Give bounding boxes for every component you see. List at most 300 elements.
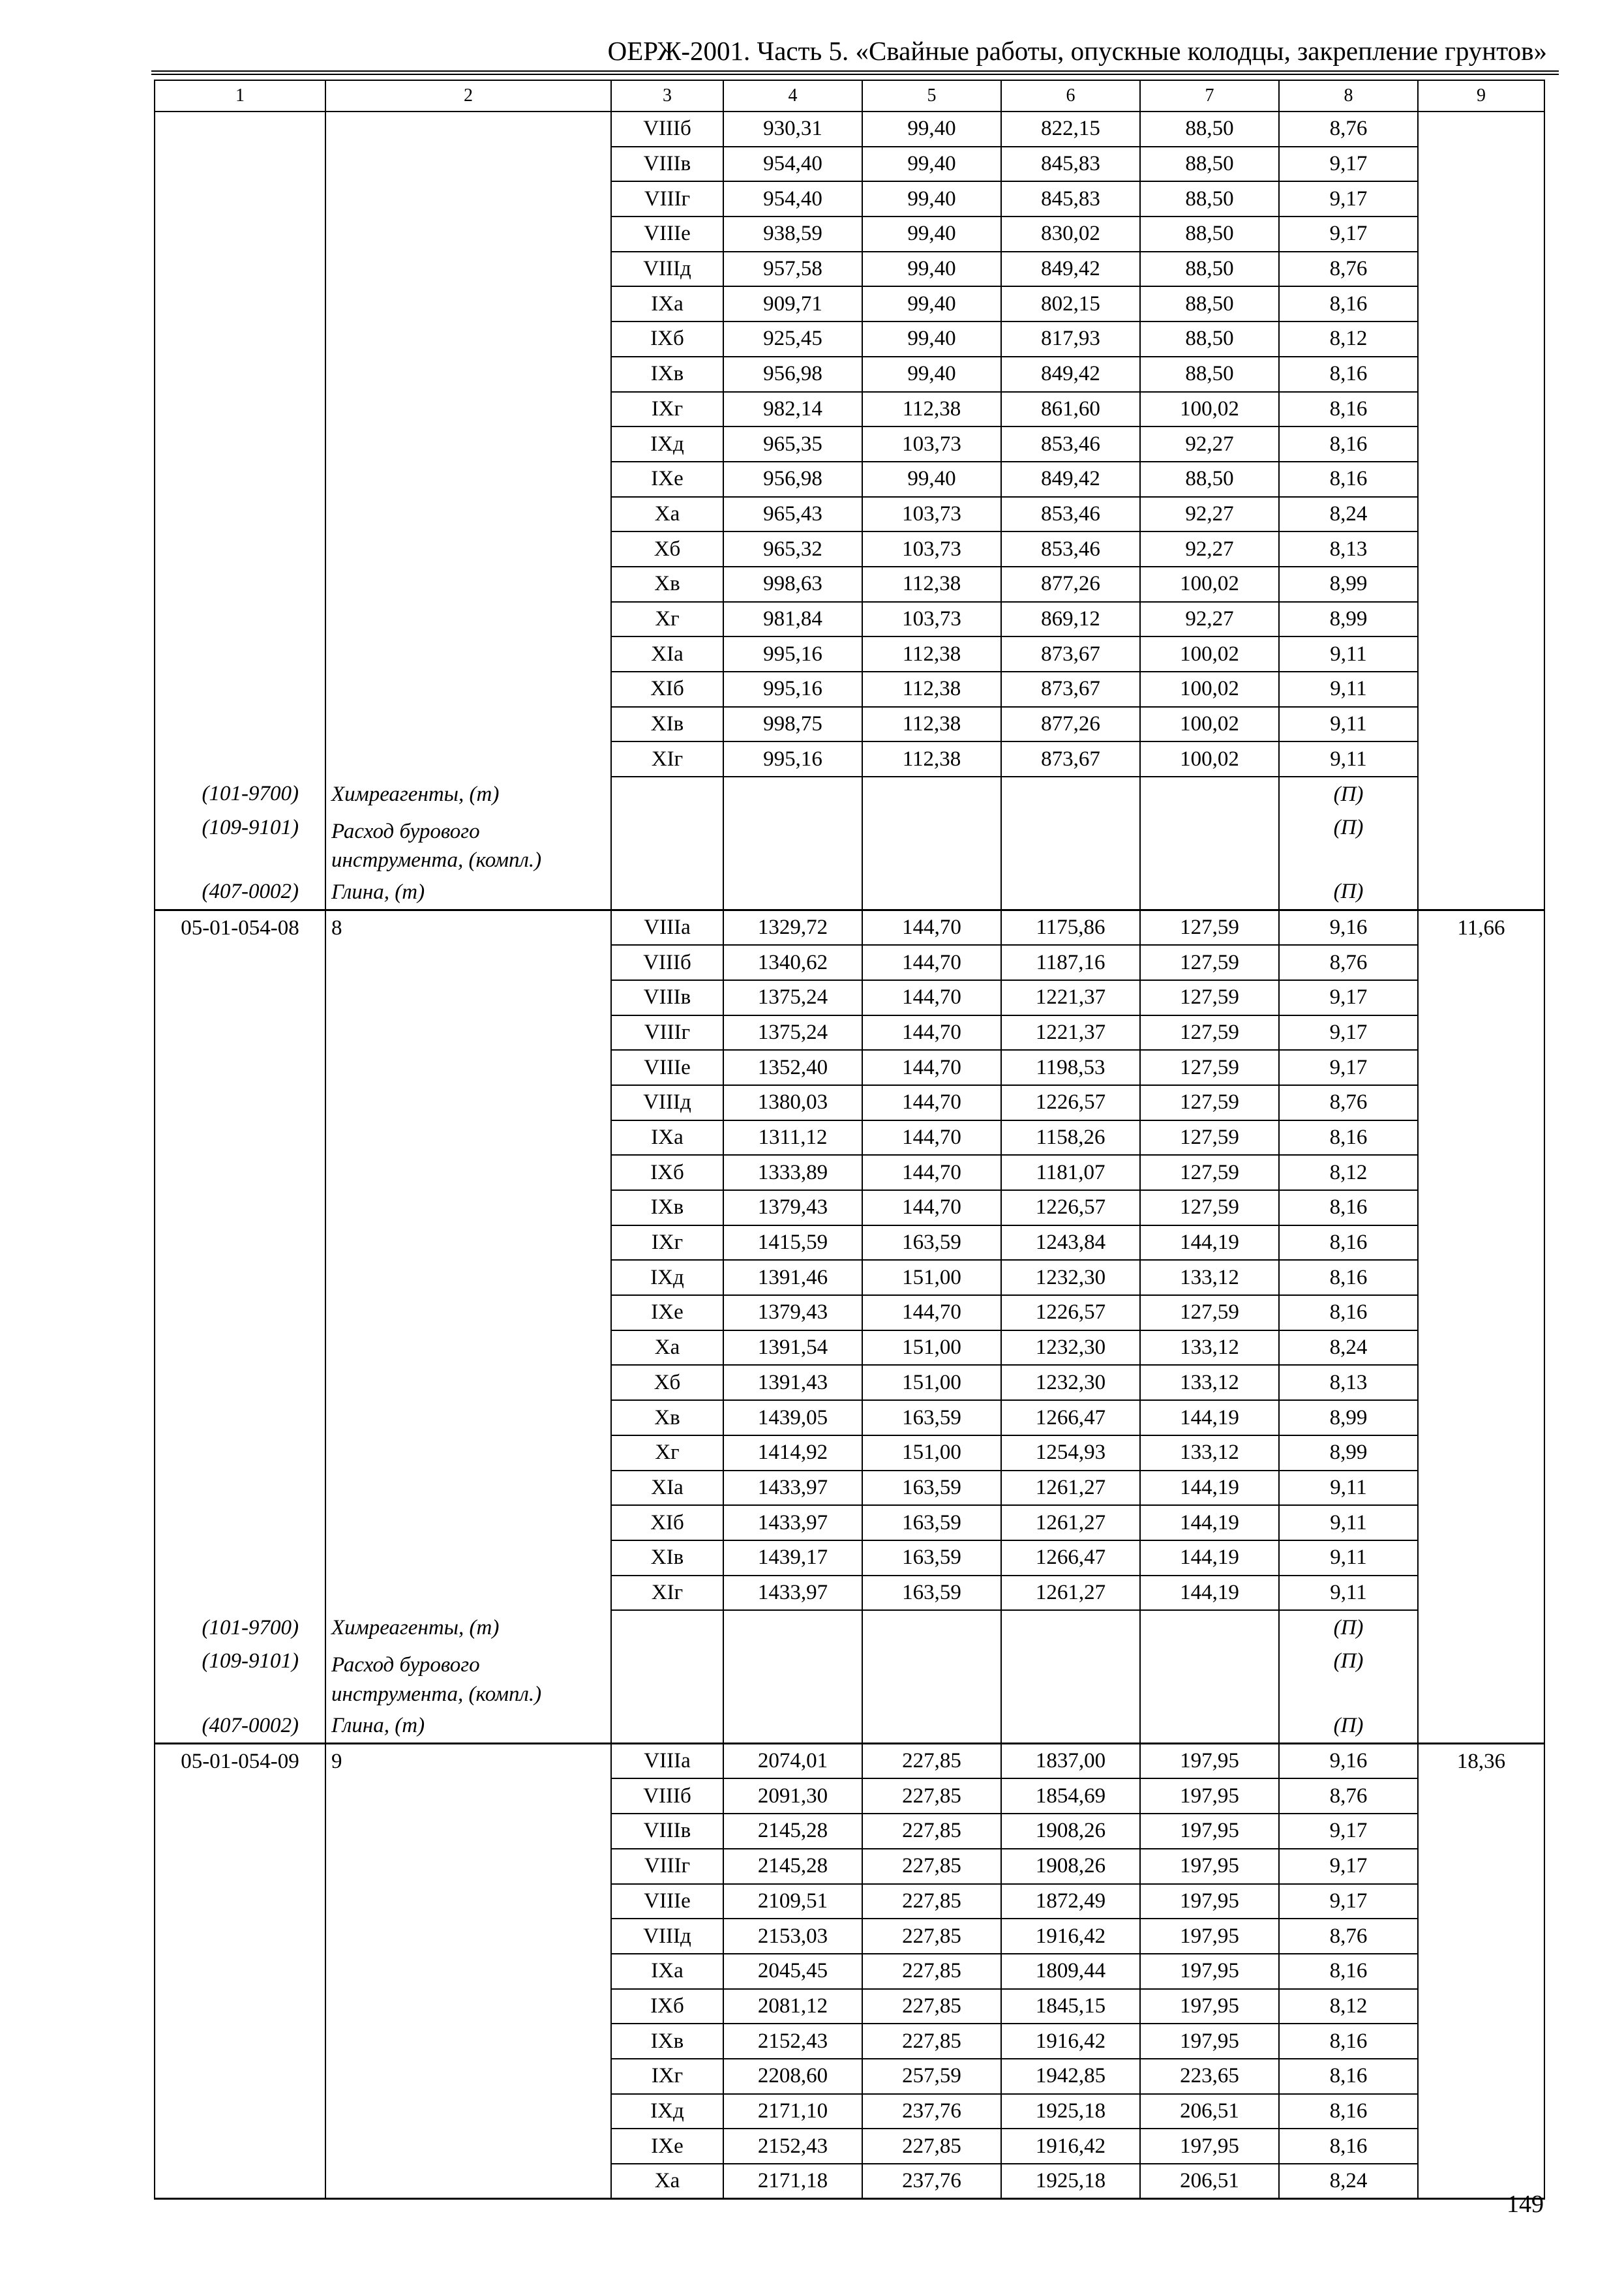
value-cell: 8,16 bbox=[1279, 1225, 1418, 1261]
value-cell: 127,59 bbox=[1140, 945, 1279, 980]
column-9-cell bbox=[1418, 357, 1544, 392]
empty-cell bbox=[862, 1709, 1001, 1744]
table-row bbox=[155, 1120, 1544, 1156]
empty-cell bbox=[862, 777, 1001, 812]
material-name-cell: Расход бурового инструмента, (компл.) bbox=[325, 812, 611, 875]
rate-code-cell bbox=[155, 112, 325, 147]
value-cell: 930,31 bbox=[723, 112, 862, 147]
rate-code-cell bbox=[155, 707, 325, 742]
value-cell: 9,17 bbox=[1279, 217, 1418, 252]
material-code-cell: (109-9101) bbox=[155, 1645, 325, 1709]
empty-cell bbox=[1001, 1645, 1140, 1709]
value-cell: 1414,92 bbox=[723, 1435, 862, 1471]
value-cell: 151,00 bbox=[862, 1260, 1001, 1295]
rate-name-cell bbox=[325, 1015, 611, 1051]
value-cell: 197,95 bbox=[1140, 1744, 1279, 1779]
value-cell: 849,42 bbox=[1001, 357, 1140, 392]
rate-name-cell bbox=[325, 181, 611, 217]
value-cell: 802,15 bbox=[1001, 286, 1140, 322]
rate-name-cell bbox=[325, 1225, 611, 1261]
value-cell: 163,59 bbox=[862, 1540, 1001, 1576]
rate-name-cell bbox=[325, 357, 611, 392]
value-cell: 1433,97 bbox=[723, 1505, 862, 1540]
value-cell: 88,50 bbox=[1140, 112, 1279, 147]
value-cell: 163,59 bbox=[862, 1225, 1001, 1261]
value-cell: 133,12 bbox=[1140, 1365, 1279, 1400]
table-row bbox=[155, 2129, 1544, 2164]
rate-code-cell bbox=[155, 2024, 325, 2059]
soil-group-cell: IXд bbox=[611, 1260, 723, 1295]
value-cell: 830,02 bbox=[1001, 217, 1140, 252]
column-number-row bbox=[155, 80, 1544, 112]
column-9-cell bbox=[1418, 1540, 1544, 1576]
value-cell: 817,93 bbox=[1001, 322, 1140, 357]
value-cell: 227,85 bbox=[862, 1954, 1001, 1989]
material-row bbox=[155, 777, 1544, 812]
rate-name-cell bbox=[325, 1471, 611, 1506]
value-cell: 1391,54 bbox=[723, 1330, 862, 1366]
value-cell: 1439,05 bbox=[723, 1400, 862, 1435]
material-code-cell: (109-9101) bbox=[155, 812, 325, 875]
column-number: 8 bbox=[1279, 80, 1418, 112]
value-cell: 8,76 bbox=[1279, 1778, 1418, 1814]
soil-group-cell: XIг bbox=[611, 741, 723, 777]
rate-code-cell bbox=[155, 2164, 325, 2199]
value-cell: 88,50 bbox=[1140, 322, 1279, 357]
material-name-cell: Расход бурового инструмента, (компл.) bbox=[325, 1645, 611, 1709]
value-cell: 1916,42 bbox=[1001, 2024, 1140, 2059]
empty-cell bbox=[723, 875, 862, 910]
value-cell: 1158,26 bbox=[1001, 1120, 1140, 1156]
value-cell: 197,95 bbox=[1140, 2129, 1279, 2164]
rate-code-cell bbox=[155, 322, 325, 357]
value-cell: 8,16 bbox=[1279, 426, 1418, 462]
table-row bbox=[155, 112, 1544, 147]
rate-name-cell: 8 bbox=[325, 910, 611, 946]
material-name-cell: Химреагенты, (т) bbox=[325, 1610, 611, 1645]
table-row bbox=[155, 1576, 1544, 1611]
table-row bbox=[155, 980, 1544, 1015]
soil-group-cell: IXа bbox=[611, 286, 723, 322]
column-9-cell bbox=[1418, 2129, 1544, 2164]
column-number: 9 bbox=[1418, 80, 1544, 112]
column-9-cell bbox=[1418, 112, 1544, 147]
column-9-cell bbox=[1418, 1365, 1544, 1400]
rate-code-cell bbox=[155, 636, 325, 672]
rate-code-cell bbox=[155, 1849, 325, 1884]
value-cell: 151,00 bbox=[862, 1365, 1001, 1400]
soil-group-cell: VIIIг bbox=[611, 1849, 723, 1884]
column-9-cell bbox=[1418, 1050, 1544, 1085]
table-row bbox=[155, 1919, 1544, 1954]
value-cell: 9,16 bbox=[1279, 910, 1418, 946]
value-cell: 956,98 bbox=[723, 357, 862, 392]
empty-cell bbox=[611, 777, 723, 812]
material-name-cell: Глина, (т) bbox=[325, 1709, 611, 1744]
value-cell: 100,02 bbox=[1140, 636, 1279, 672]
column-9-cell bbox=[1418, 2059, 1544, 2094]
table-row bbox=[155, 1989, 1544, 2024]
column-9-cell bbox=[1418, 2094, 1544, 2129]
rate-code-cell bbox=[155, 2059, 325, 2094]
value-cell: 1916,42 bbox=[1001, 1919, 1140, 1954]
value-cell: 1908,26 bbox=[1001, 1814, 1140, 1849]
rate-name-cell bbox=[325, 2094, 611, 2129]
rate-name-cell bbox=[325, 1120, 611, 1156]
value-cell: 9,17 bbox=[1279, 1884, 1418, 1919]
soil-group-cell: VIIIе bbox=[611, 1884, 723, 1919]
soil-group-cell: VIIIв bbox=[611, 980, 723, 1015]
value-cell: 103,73 bbox=[862, 497, 1001, 532]
value-cell: 144,19 bbox=[1140, 1505, 1279, 1540]
value-cell: 9,16 bbox=[1279, 1744, 1418, 1779]
empty-cell bbox=[1418, 812, 1544, 875]
material-col8-cell: (П) bbox=[1279, 1709, 1418, 1744]
value-cell: 2081,12 bbox=[723, 1989, 862, 2024]
rate-code-cell bbox=[155, 1155, 325, 1190]
value-cell: 995,16 bbox=[723, 672, 862, 707]
material-code-cell: (101-9700) bbox=[155, 1610, 325, 1645]
value-cell: 1352,40 bbox=[723, 1050, 862, 1085]
value-cell: 197,95 bbox=[1140, 1884, 1279, 1919]
soil-group-cell: IXв bbox=[611, 2024, 723, 2059]
rate-code-cell bbox=[155, 1471, 325, 1506]
value-cell: 237,76 bbox=[862, 2094, 1001, 2129]
value-cell: 1232,30 bbox=[1001, 1330, 1140, 1366]
table-row bbox=[155, 1849, 1544, 1884]
table-row bbox=[155, 2024, 1544, 2059]
value-cell: 1379,43 bbox=[723, 1295, 862, 1330]
soil-group-cell: VIIIв bbox=[611, 147, 723, 182]
value-cell: 849,42 bbox=[1001, 252, 1140, 287]
table-row bbox=[155, 1954, 1544, 1989]
column-9-cell bbox=[1418, 741, 1544, 777]
soil-group-cell: IXг bbox=[611, 1225, 723, 1261]
value-cell: 144,70 bbox=[862, 980, 1001, 1015]
table-row bbox=[155, 181, 1544, 217]
value-cell: 227,85 bbox=[862, 1814, 1001, 1849]
table-row bbox=[155, 1225, 1544, 1261]
column-9-cell bbox=[1418, 531, 1544, 567]
value-cell: 957,58 bbox=[723, 252, 862, 287]
empty-cell bbox=[1001, 875, 1140, 910]
rate-name-cell bbox=[325, 322, 611, 357]
value-cell: 99,40 bbox=[862, 147, 1001, 182]
material-col8-cell: (П) bbox=[1279, 777, 1418, 812]
value-cell: 9,17 bbox=[1279, 980, 1418, 1015]
empty-cell bbox=[862, 812, 1001, 875]
value-cell: 103,73 bbox=[862, 602, 1001, 637]
value-cell: 223,65 bbox=[1140, 2059, 1279, 2094]
table-row bbox=[155, 1365, 1544, 1400]
value-cell: 9,17 bbox=[1279, 1015, 1418, 1051]
column-number: 5 bbox=[862, 80, 1001, 112]
rate-code-cell bbox=[155, 531, 325, 567]
column-9-cell bbox=[1418, 1849, 1544, 1884]
soil-group-cell: IXд bbox=[611, 426, 723, 462]
table-row bbox=[155, 462, 1544, 497]
table-row bbox=[155, 2059, 1544, 2094]
soil-group-cell: Xа bbox=[611, 2164, 723, 2199]
value-cell: 982,14 bbox=[723, 392, 862, 427]
value-cell: 197,95 bbox=[1140, 1849, 1279, 1884]
value-cell: 925,45 bbox=[723, 322, 862, 357]
value-cell: 8,24 bbox=[1279, 1330, 1418, 1366]
column-9-cell bbox=[1418, 286, 1544, 322]
rate-code-cell bbox=[155, 1884, 325, 1919]
value-cell: 133,12 bbox=[1140, 1260, 1279, 1295]
value-cell: 8,16 bbox=[1279, 462, 1418, 497]
column-9-cell bbox=[1418, 1471, 1544, 1506]
value-cell: 151,00 bbox=[862, 1435, 1001, 1471]
value-cell: 9,17 bbox=[1279, 147, 1418, 182]
value-cell: 965,35 bbox=[723, 426, 862, 462]
rate-code-cell bbox=[155, 392, 325, 427]
value-cell: 853,46 bbox=[1001, 497, 1140, 532]
soil-group-cell: Xв bbox=[611, 1400, 723, 1435]
rate-code-cell bbox=[155, 1400, 325, 1435]
value-cell: 8,12 bbox=[1279, 322, 1418, 357]
rate-name-cell bbox=[325, 945, 611, 980]
empty-cell bbox=[1418, 1645, 1544, 1709]
column-9-cell bbox=[1418, 1400, 1544, 1435]
page-header-title: ОЕРЖ-2001. Часть 5. «Свайные работы, опускные колодцы, закрепление грунтов» bbox=[607, 36, 1547, 66]
value-cell: 998,75 bbox=[723, 707, 862, 742]
value-cell: 197,95 bbox=[1140, 1989, 1279, 2024]
material-code-cell: (407-0002) bbox=[155, 875, 325, 910]
value-cell: 2152,43 bbox=[723, 2024, 862, 2059]
value-cell: 1226,57 bbox=[1001, 1190, 1140, 1225]
rate-name-cell bbox=[325, 1849, 611, 1884]
empty-cell bbox=[1001, 777, 1140, 812]
table-row bbox=[155, 217, 1544, 252]
column-9-cell bbox=[1418, 1155, 1544, 1190]
soil-group-cell: IXб bbox=[611, 322, 723, 357]
rate-code-cell bbox=[155, 217, 325, 252]
value-cell: 99,40 bbox=[862, 252, 1001, 287]
empty-cell bbox=[723, 777, 862, 812]
empty-cell bbox=[611, 1610, 723, 1645]
column-9-cell: 11,66 bbox=[1418, 910, 1544, 946]
value-cell: 103,73 bbox=[862, 426, 1001, 462]
value-cell: 112,38 bbox=[862, 392, 1001, 427]
column-9-cell bbox=[1418, 980, 1544, 1015]
column-9-cell bbox=[1418, 322, 1544, 357]
value-cell: 1391,46 bbox=[723, 1260, 862, 1295]
value-cell: 8,24 bbox=[1279, 2164, 1418, 2199]
rate-code-cell bbox=[155, 1120, 325, 1156]
soil-group-cell: XIв bbox=[611, 707, 723, 742]
value-cell: 1333,89 bbox=[723, 1155, 862, 1190]
rate-code-cell bbox=[155, 1919, 325, 1954]
value-cell: 822,15 bbox=[1001, 112, 1140, 147]
soil-group-cell: IXг bbox=[611, 392, 723, 427]
value-cell: 877,26 bbox=[1001, 707, 1140, 742]
value-cell: 127,59 bbox=[1140, 1155, 1279, 1190]
value-cell: 197,95 bbox=[1140, 1954, 1279, 1989]
column-9-cell bbox=[1418, 602, 1544, 637]
empty-cell bbox=[611, 1709, 723, 1744]
value-cell: 2153,03 bbox=[723, 1919, 862, 1954]
value-cell: 849,42 bbox=[1001, 462, 1140, 497]
value-cell: 88,50 bbox=[1140, 462, 1279, 497]
rate-code-cell bbox=[155, 980, 325, 1015]
soil-group-cell: IXв bbox=[611, 357, 723, 392]
value-cell: 92,27 bbox=[1140, 497, 1279, 532]
value-cell: 206,51 bbox=[1140, 2164, 1279, 2199]
column-9-cell bbox=[1418, 1954, 1544, 1989]
rate-name-cell bbox=[325, 1778, 611, 1814]
value-cell: 1925,18 bbox=[1001, 2164, 1140, 2199]
value-cell: 2208,60 bbox=[723, 2059, 862, 2094]
rate-code-cell bbox=[155, 1540, 325, 1576]
empty-cell bbox=[723, 1709, 862, 1744]
value-cell: 8,99 bbox=[1279, 567, 1418, 602]
value-cell: 8,13 bbox=[1279, 1365, 1418, 1400]
value-cell: 938,59 bbox=[723, 217, 862, 252]
value-cell: 1375,24 bbox=[723, 1015, 862, 1051]
column-9-cell: 18,36 bbox=[1418, 1744, 1544, 1779]
table-row bbox=[155, 531, 1544, 567]
rate-code-cell bbox=[155, 252, 325, 287]
rate-name-cell bbox=[325, 1400, 611, 1435]
value-cell: 144,70 bbox=[862, 1190, 1001, 1225]
value-cell: 869,12 bbox=[1001, 602, 1140, 637]
column-9-cell bbox=[1418, 1190, 1544, 1225]
value-cell: 112,38 bbox=[862, 672, 1001, 707]
column-9-cell bbox=[1418, 392, 1544, 427]
soil-group-cell: VIIIг bbox=[611, 181, 723, 217]
value-cell: 127,59 bbox=[1140, 1050, 1279, 1085]
value-cell: 965,32 bbox=[723, 531, 862, 567]
column-9-cell bbox=[1418, 217, 1544, 252]
rate-name-cell bbox=[325, 1989, 611, 2024]
value-cell: 2152,43 bbox=[723, 2129, 862, 2164]
soil-group-cell: VIIIб bbox=[611, 112, 723, 147]
value-cell: 227,85 bbox=[862, 1884, 1001, 1919]
rate-code-cell bbox=[155, 602, 325, 637]
empty-cell bbox=[1418, 777, 1544, 812]
empty-cell bbox=[1001, 1709, 1140, 1744]
material-row bbox=[155, 1610, 1544, 1645]
soil-group-cell: Xб bbox=[611, 1365, 723, 1400]
value-cell: 2171,10 bbox=[723, 2094, 862, 2129]
value-cell: 144,19 bbox=[1140, 1471, 1279, 1506]
value-cell: 956,98 bbox=[723, 462, 862, 497]
table-row bbox=[155, 1295, 1544, 1330]
rate-name-cell bbox=[325, 2129, 611, 2164]
value-cell: 1379,43 bbox=[723, 1190, 862, 1225]
value-cell: 206,51 bbox=[1140, 2094, 1279, 2129]
rate-name-cell: 9 bbox=[325, 1744, 611, 1779]
rate-name-cell bbox=[325, 1540, 611, 1576]
rate-code-cell bbox=[155, 1295, 325, 1330]
soil-group-cell: IXе bbox=[611, 2129, 723, 2164]
value-cell: 1261,27 bbox=[1001, 1505, 1140, 1540]
rate-code-cell bbox=[155, 1505, 325, 1540]
value-cell: 1872,49 bbox=[1001, 1884, 1140, 1919]
rate-name-cell bbox=[325, 252, 611, 287]
value-cell: 88,50 bbox=[1140, 217, 1279, 252]
value-cell: 1261,27 bbox=[1001, 1576, 1140, 1611]
value-cell: 1439,17 bbox=[723, 1540, 862, 1576]
value-cell: 88,50 bbox=[1140, 252, 1279, 287]
table-row bbox=[155, 426, 1544, 462]
value-cell: 127,59 bbox=[1140, 910, 1279, 946]
value-cell: 2091,30 bbox=[723, 1778, 862, 1814]
soil-group-cell: IXб bbox=[611, 1155, 723, 1190]
column-number: 2 bbox=[325, 80, 611, 112]
value-cell: 8,16 bbox=[1279, 392, 1418, 427]
value-cell: 1925,18 bbox=[1001, 2094, 1140, 2129]
value-cell: 1261,27 bbox=[1001, 1471, 1140, 1506]
value-cell: 8,99 bbox=[1279, 1435, 1418, 1471]
rate-name-cell bbox=[325, 112, 611, 147]
value-cell: 1391,43 bbox=[723, 1365, 862, 1400]
value-cell: 1916,42 bbox=[1001, 2129, 1140, 2164]
value-cell: 197,95 bbox=[1140, 1919, 1279, 1954]
soil-group-cell: VIIIе bbox=[611, 217, 723, 252]
value-cell: 873,67 bbox=[1001, 636, 1140, 672]
column-9-cell bbox=[1418, 672, 1544, 707]
column-9-cell bbox=[1418, 1295, 1544, 1330]
material-code-cell: (101-9700) bbox=[155, 777, 325, 812]
value-cell: 144,70 bbox=[862, 910, 1001, 946]
rate-name-cell bbox=[325, 1814, 611, 1849]
table-row bbox=[155, 1085, 1544, 1120]
soil-group-cell: IXг bbox=[611, 2059, 723, 2094]
table-row bbox=[155, 910, 1544, 946]
table-row bbox=[155, 322, 1544, 357]
rate-code-cell bbox=[155, 567, 325, 602]
value-cell: 99,40 bbox=[862, 217, 1001, 252]
value-cell: 981,84 bbox=[723, 602, 862, 637]
soil-group-cell: Xг bbox=[611, 602, 723, 637]
rate-code-cell bbox=[155, 1260, 325, 1295]
value-cell: 8,76 bbox=[1279, 1919, 1418, 1954]
value-cell: 2145,28 bbox=[723, 1814, 862, 1849]
value-cell: 227,85 bbox=[862, 2129, 1001, 2164]
empty-cell bbox=[862, 875, 1001, 910]
rate-code-cell bbox=[155, 1989, 325, 2024]
rate-code-cell bbox=[155, 181, 325, 217]
table-row bbox=[155, 497, 1544, 532]
value-cell: 227,85 bbox=[862, 1778, 1001, 1814]
column-9-cell bbox=[1418, 2024, 1544, 2059]
column-9-cell bbox=[1418, 1085, 1544, 1120]
soil-group-cell: Xа bbox=[611, 1330, 723, 1366]
soil-group-cell: IXв bbox=[611, 1190, 723, 1225]
rate-code-cell bbox=[155, 462, 325, 497]
value-cell: 99,40 bbox=[862, 112, 1001, 147]
soil-group-cell: VIIIб bbox=[611, 1778, 723, 1814]
soil-group-cell: IXе bbox=[611, 1295, 723, 1330]
empty-cell bbox=[723, 1645, 862, 1709]
value-cell: 9,11 bbox=[1279, 1505, 1418, 1540]
value-cell: 1809,44 bbox=[1001, 1954, 1140, 1989]
value-cell: 9,11 bbox=[1279, 707, 1418, 742]
value-cell: 2145,28 bbox=[723, 1849, 862, 1884]
material-name-cell: Глина, (т) bbox=[325, 875, 611, 910]
value-cell: 133,12 bbox=[1140, 1435, 1279, 1471]
value-cell: 112,38 bbox=[862, 707, 1001, 742]
value-cell: 877,26 bbox=[1001, 567, 1140, 602]
soil-group-cell: XIа bbox=[611, 636, 723, 672]
value-cell: 8,99 bbox=[1279, 602, 1418, 637]
rate-name-cell bbox=[325, 497, 611, 532]
value-cell: 873,67 bbox=[1001, 741, 1140, 777]
value-cell: 88,50 bbox=[1140, 181, 1279, 217]
